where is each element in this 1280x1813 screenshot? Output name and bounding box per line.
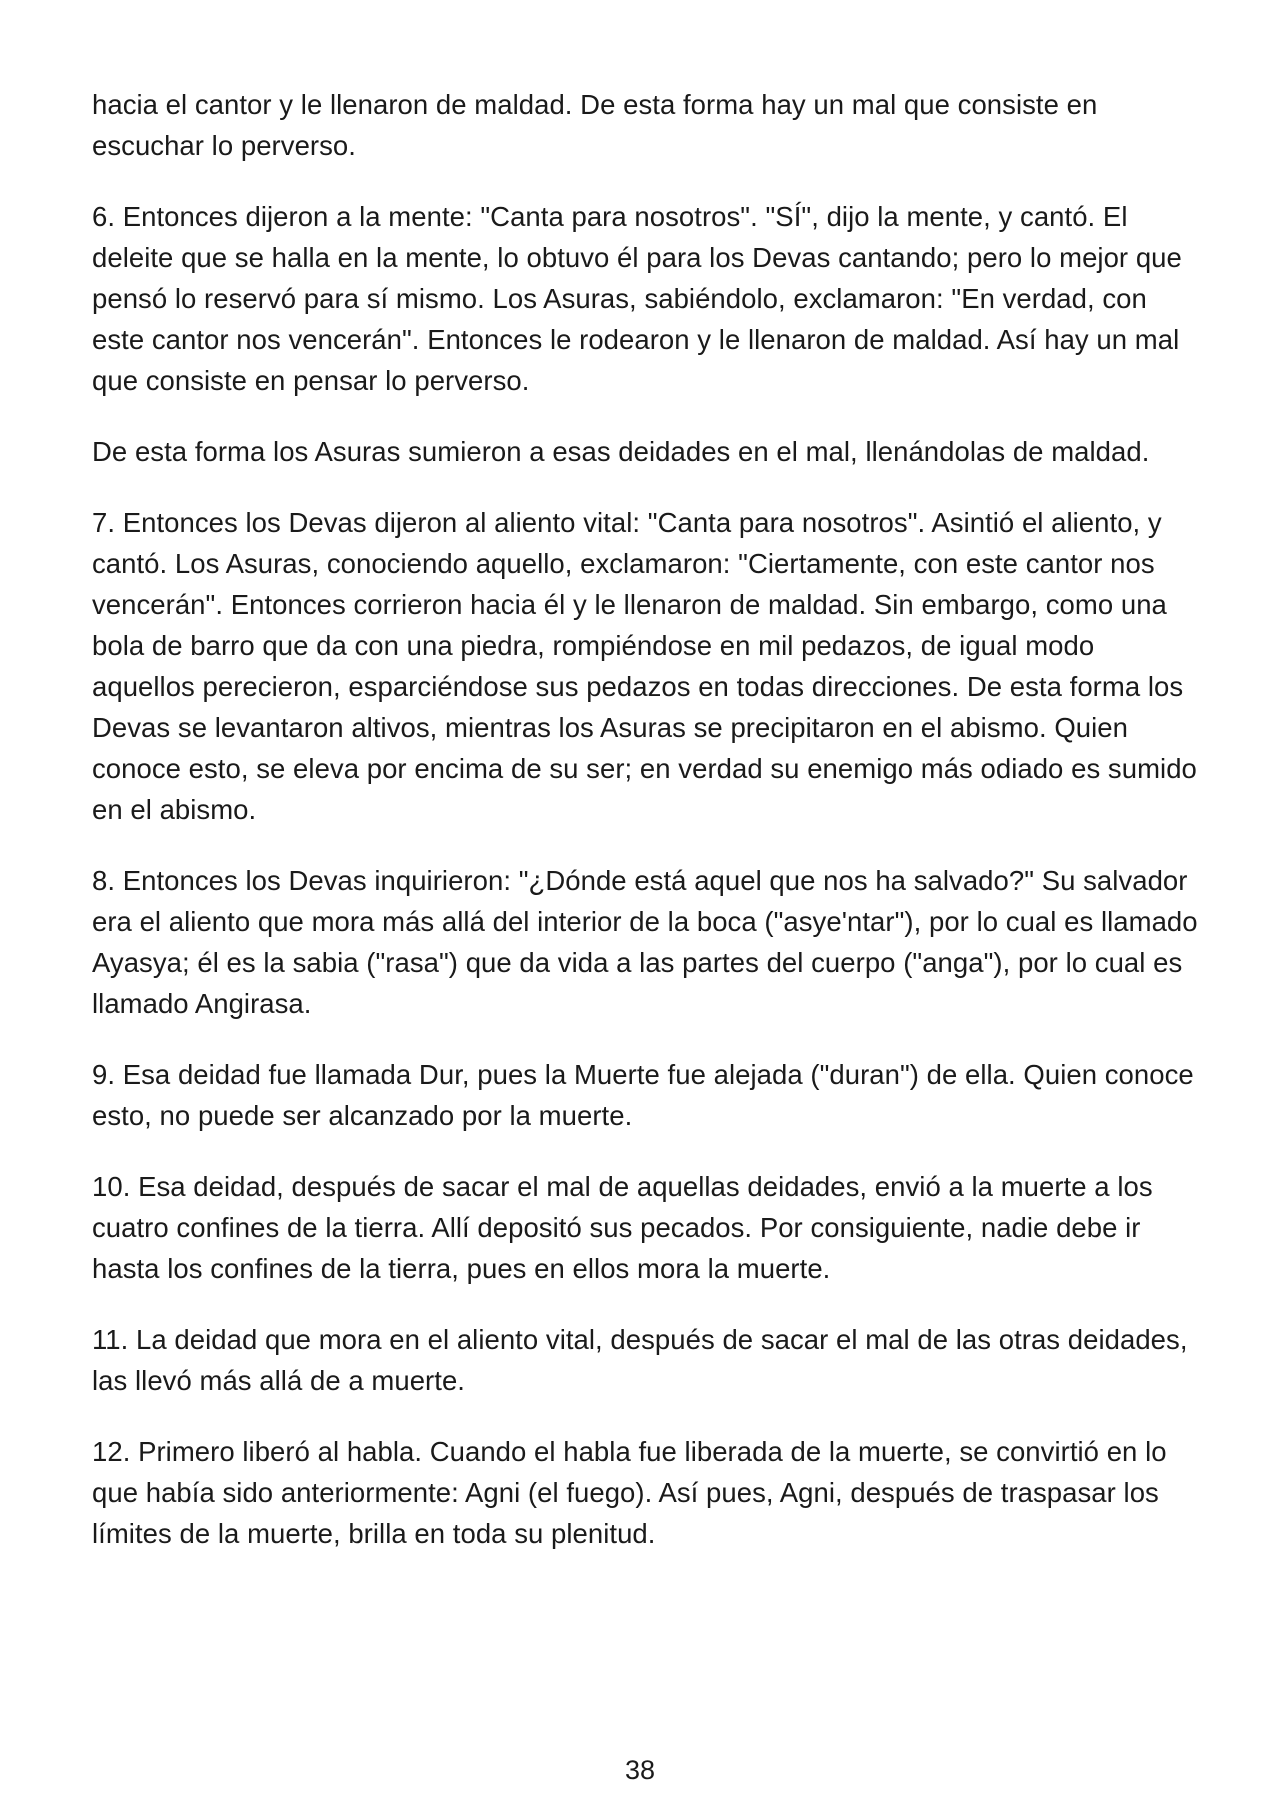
paragraph-summary: De esta forma los Asuras sumieron a esas deidades en el mal, llenándolas de maldad. [92, 436, 1150, 467]
paragraph-8: 8. Entonces los Devas inquirieron: "¿Dónde está aquel que nos ha salvado?" Su salvador era el aliento que mora más allá del interior de la boca ("asye'ntar"), por lo cual es llamado Ayasya; él es la sabia ("rasa") que da vida a las partes del cuerpo ("anga"), por lo cual es llamado Angirasa. [92, 865, 1198, 1019]
paragraph-6: 6. Entonces dijeron a la mente: "Canta para nosotros". "SÍ", dijo la mente, y cantó. El deleite que se halla en la mente, lo obtuvo él para los Devas cantando; pero lo mejor que pensó lo reservó para sí mismo. Los Asuras, sabiéndolo, exclamaron: "En verdad, con este cantor nos vencerán". Entonces le rodearon y le llenaron de maldad. Así hay un mal que consiste en pensar lo perverso. [92, 201, 1182, 396]
paragraph-continuation: hacia el cantor y le llenaron de maldad. De esta forma hay un mal que consiste en escuchar lo perverso. [92, 89, 1098, 161]
page-number: 38 [624, 1755, 656, 1785]
paragraph-9: 9. Esa deidad fue llamada Dur, pues la Muerte fue alejada ("duran") de ella. Quien conoce esto, no puede ser alcanzado por la muerte. [92, 1059, 1194, 1131]
paragraph-10: 10. Esa deidad, después de sacar el mal de aquellas deidades, envió a la muerte a los cuatro confines de la tierra. Allí depositó sus pecados. Por consiguiente, nadie debe ir hasta los confines de la tierra, pues en ellos mora la muerte. [92, 1171, 1153, 1284]
paragraph-7: 7. Entonces los Devas dijeron al aliento vital: "Canta para nosotros". Asintió el aliento, y cantó. Los Asuras, conociendo aquello, exclamaron: "Ciertamente, con este cantor nos vencerán". Entonces corrieron hacia él y le llenaron de maldad. Sin embargo, como una bola de barro que da con una piedra, rompiéndose en mil pedazos, de igual modo aquellos perecieron, esparciéndose sus pedazos en todas direcciones. De esta forma los Devas se levantaron altivos, mientras los Asuras se precipitaron en el abismo. Quien conoce esto, se eleva por encima de su ser; en verdad su enemigo más odiado es sumido en el abismo. [92, 507, 1197, 825]
paragraph-12: 12. Primero liberó al habla. Cuando el habla fue liberada de la muerte, se convirtió en lo que había sido anteriormente: Agni (el fuego). Así pues, Agni, después de traspasar los límites de la muerte, brilla en toda su plenitud. [92, 1436, 1167, 1549]
paragraph-11: 11. La deidad que mora en el aliento vital, después de sacar el mal de las otras deidades, las llevó más allá de a muerte. [92, 1324, 1188, 1396]
document-page [92, 84, 1202, 1584]
